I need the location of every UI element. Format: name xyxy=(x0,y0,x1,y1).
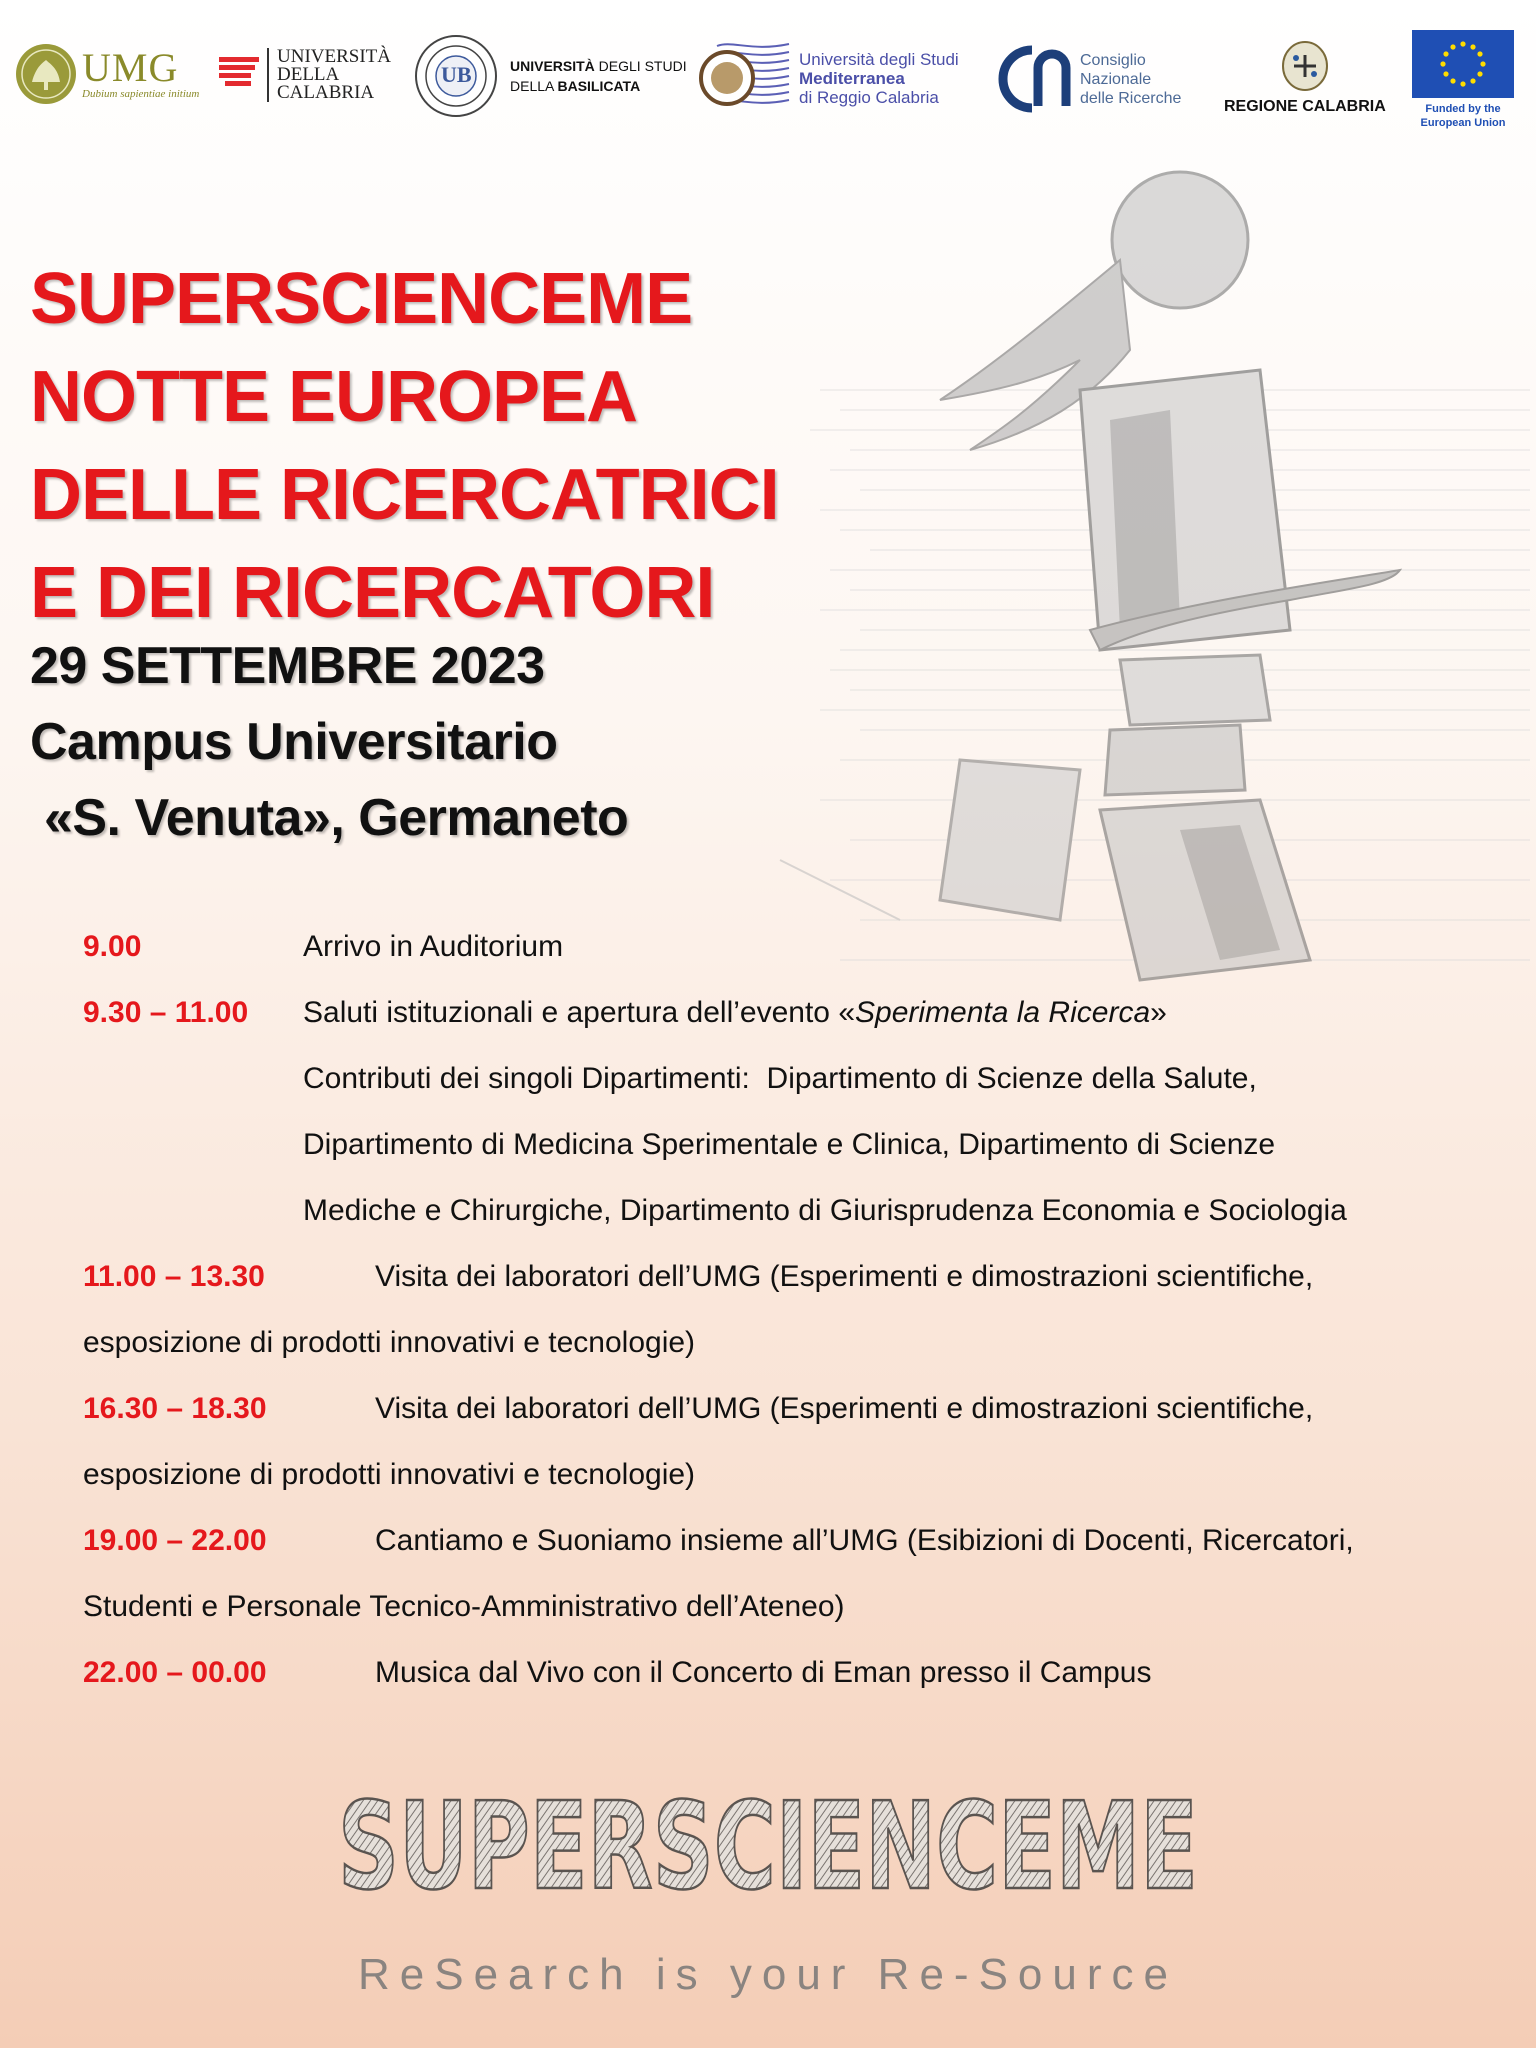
umg-motto: Dubium sapientiae initium xyxy=(82,88,200,100)
schedule-continuation: esposizione di prodotti innovativi e tecnologie) xyxy=(83,1326,696,1359)
superscienceme-wordmark xyxy=(318,1770,1218,1917)
schedule-text: Musica dal Vivo con il Concerto di Eman presso il Campus xyxy=(375,1656,1152,1689)
eu-line1: Funded by the xyxy=(1425,103,1501,115)
cnr-line1: Consiglio xyxy=(1080,51,1146,69)
schedule-continuation: Dipartimento di Medicina Sperimentale e Clinica, Dipartimento di Scienze xyxy=(303,1128,1276,1161)
unibas-logo xyxy=(414,34,687,118)
regione-label: REGIONE CALABRIA xyxy=(1224,98,1386,115)
schedule-text: Arrivo in Auditorium xyxy=(303,930,564,963)
schedule-time: 11.00 – 13.30 xyxy=(83,1260,265,1293)
unical-logo xyxy=(219,48,391,102)
schedule-time: 22.00 – 00.00 xyxy=(83,1656,267,1689)
unical-line3: CALABRIA xyxy=(277,82,375,103)
event-location-line2: «S. Venuta», Germaneto xyxy=(30,789,629,847)
eu-line2: European Union xyxy=(1420,117,1506,129)
schedule-continuation: Studenti e Personale Tecnico-Amministrativo dell’Ateneo) xyxy=(83,1590,845,1623)
regione-calabria-logo xyxy=(1224,40,1386,116)
eu-funding-logo xyxy=(1412,30,1514,130)
unibas-line2-pre: DELLA xyxy=(510,78,558,94)
schedule-time: 9.30 – 11.00 xyxy=(83,996,249,1029)
unical-line1: UNIVERSITÀ xyxy=(277,46,391,67)
schedule-continuation: esposizione di prodotti innovativi e tecnologie) xyxy=(83,1458,696,1491)
tagline: ReSearch is your Re-Source xyxy=(357,1950,1178,1999)
cnr-line3: delle Ricerche xyxy=(1080,89,1182,107)
schedule-text-italic: Sperimenta la Ricerca xyxy=(855,996,1151,1029)
wordmark-text: SUPERSCIENCEME xyxy=(338,1778,1198,1917)
schedule-text: Cantiamo e Suoniamo insieme all’UMG (Esibizioni di Docenti, Ricercatori, xyxy=(375,1524,1354,1557)
schedule-text-pre: Saluti istituzionali e apertura dell’evento « xyxy=(303,996,855,1029)
unirc-line2: Mediterranea xyxy=(799,68,905,88)
cnr-line2: Nazionale xyxy=(1080,70,1152,88)
unirc-line1: Università degli Studi xyxy=(799,49,959,69)
schedule-time: 19.00 – 22.00 xyxy=(83,1524,267,1557)
cnr-logo xyxy=(994,44,1181,114)
schedule-text: Visita dei laboratori dell’UMG (Esperimenti e dimostrazioni scientifiche, xyxy=(375,1260,1314,1293)
unibas-line1-rest: DEGLI STUDI xyxy=(594,58,687,74)
unical-line2: DELLA xyxy=(277,64,340,85)
unirc-waves-icon xyxy=(697,40,793,116)
schedule-text xyxy=(303,996,1167,1030)
unibas-line1-bold: UNIVERSITÀ xyxy=(510,58,595,74)
schedule-text: Visita dei laboratori dell’UMG (Esperimenti e dimostrazioni scientifiche, xyxy=(375,1392,1314,1425)
schedule-continuation: Contributi dei singoli Dipartimenti: Dipartimento di Scienze della Salute, xyxy=(303,1062,1257,1095)
unirc-line3: di Reggio Calabria xyxy=(799,87,939,107)
event-location-line1: Campus Universitario xyxy=(30,713,558,771)
schedule-text-post: » xyxy=(1150,996,1167,1029)
unibas-line2-bold: BASILICATA xyxy=(557,78,641,94)
title-line-1: SUPERSCIENCEME xyxy=(30,259,693,339)
sketch-figure-illustration xyxy=(700,160,1536,1020)
title-line-3: DELLE RICERCATRICI xyxy=(30,455,779,535)
eu-flag-icon xyxy=(1412,30,1514,98)
regione-shield-icon xyxy=(1280,40,1330,92)
event-title xyxy=(30,250,779,642)
title-line-2: NOTTE EUROPEA xyxy=(30,357,638,437)
unical-mark-icon xyxy=(219,57,259,93)
umg-seal-icon xyxy=(14,42,78,106)
unirc-logo xyxy=(697,40,959,116)
schedule-time: 9.00 xyxy=(83,930,142,963)
cnr-mark-icon xyxy=(994,44,1074,114)
unibas-seal-text: UB xyxy=(441,62,472,87)
schedule-time: 16.30 – 18.30 xyxy=(83,1392,267,1425)
title-line-4: E DEI RICERCATORI xyxy=(30,553,715,633)
umg-logo xyxy=(14,42,199,106)
umg-name: UMG xyxy=(82,45,179,90)
partner-logos-bar xyxy=(14,30,1524,150)
event-date: 29 SETTEMBRE 2023 xyxy=(30,637,545,695)
schedule-continuation: Mediche e Chirurgiche, Dipartimento di Giurisprudenza Economia e Sociologia xyxy=(303,1194,1347,1227)
